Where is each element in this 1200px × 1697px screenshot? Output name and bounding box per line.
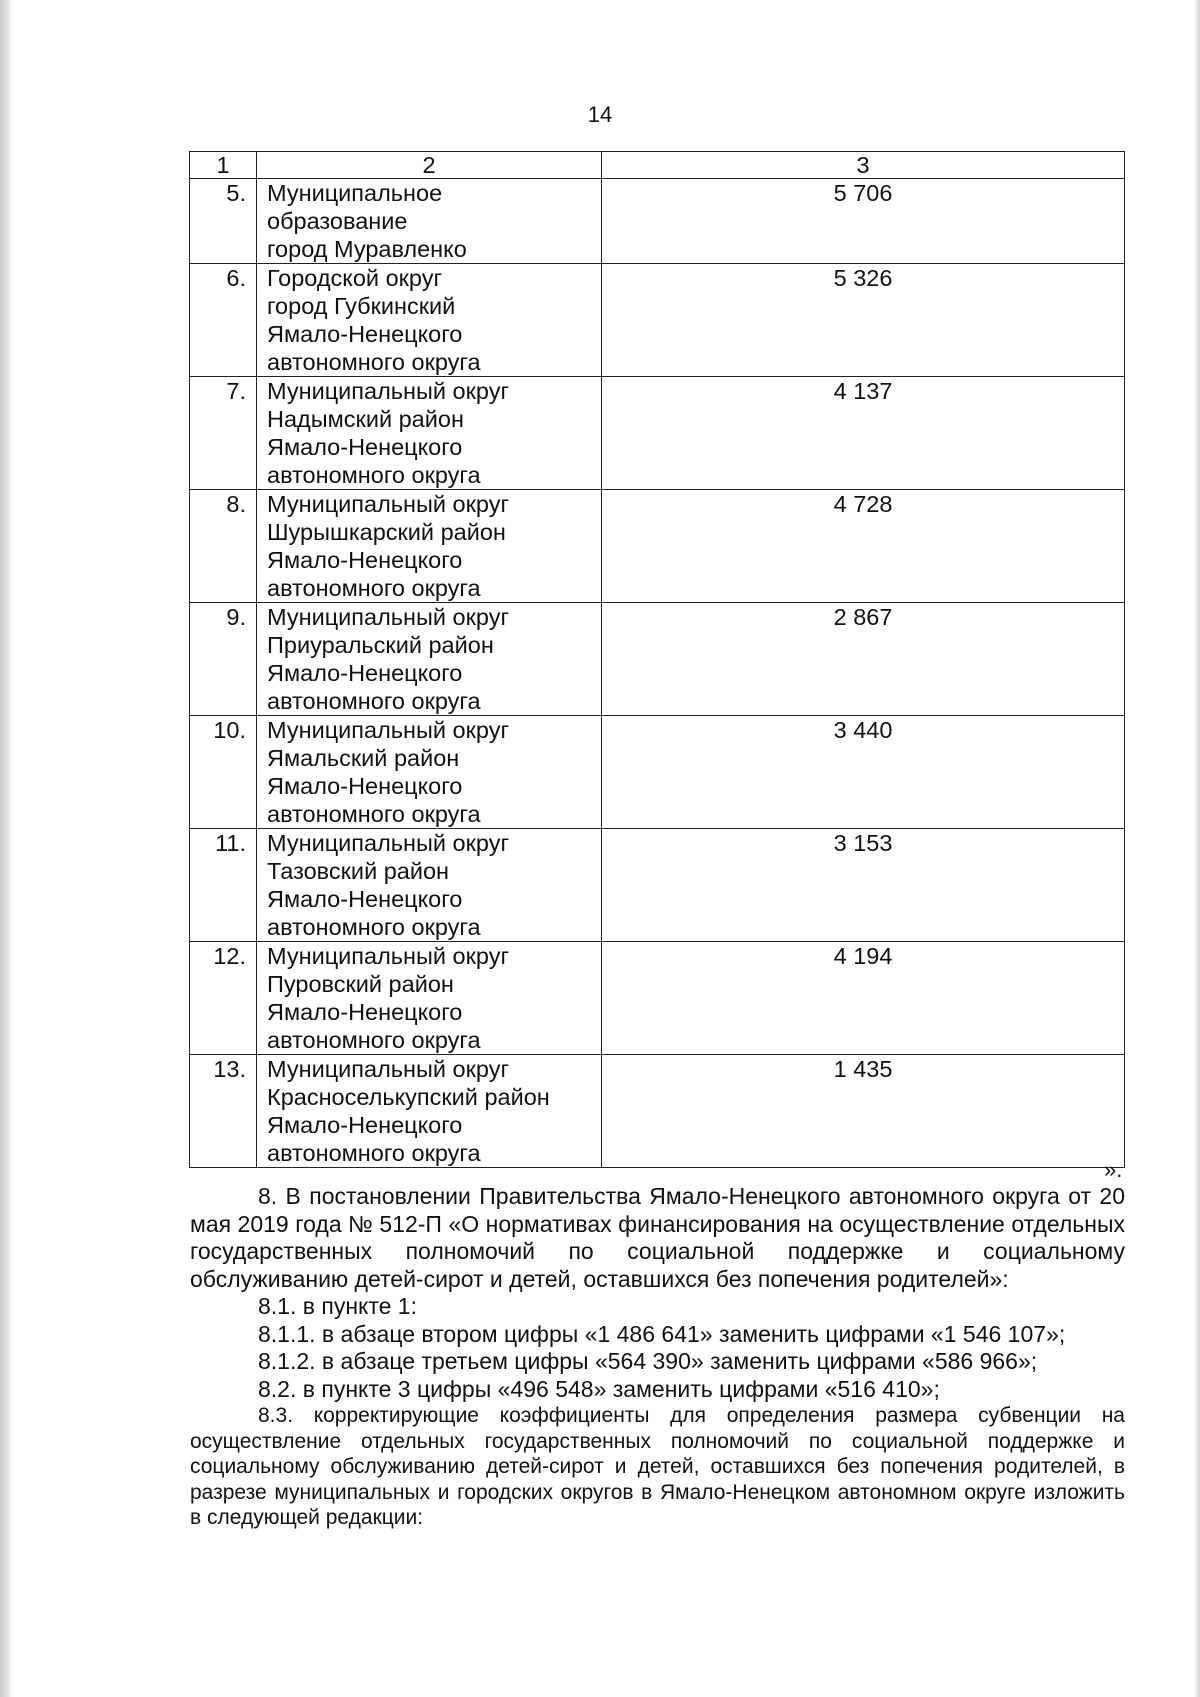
- table-row: [190, 829, 1125, 942]
- table-row: [190, 716, 1125, 829]
- row-number: 10.: [190, 716, 257, 829]
- subvention-table: [189, 151, 1125, 1168]
- header-col-2: 2: [257, 152, 602, 179]
- table-row: [190, 264, 1125, 377]
- scan-edge-left: [0, 0, 12, 1697]
- table-row: [190, 377, 1125, 490]
- municipality-name-line: Надымский район: [267, 406, 464, 432]
- table-row: [190, 490, 1125, 603]
- municipality-name-line: город Губкинский: [267, 293, 456, 319]
- municipality-name-line: Пуровский район: [267, 971, 454, 997]
- municipality-name: [257, 264, 602, 377]
- municipality-name-line: Шурышкарский район: [267, 519, 506, 545]
- row-number: 11.: [190, 829, 257, 942]
- municipality-name-line: Приуральский район: [267, 632, 494, 658]
- municipality-name-line: Ямало-Ненецкого: [267, 886, 463, 912]
- municipality-name-line: автономного округа: [267, 1027, 481, 1053]
- subvention-value: 4 137: [602, 377, 1125, 490]
- subvention-value: 3 440: [602, 716, 1125, 829]
- municipality-name-line: город Муравленко: [267, 236, 467, 262]
- municipality-name-line: Муниципальный округ: [267, 830, 510, 856]
- page-number: 14: [587, 102, 613, 127]
- row-number: 9.: [190, 603, 257, 716]
- row-number: 13.: [190, 1055, 257, 1168]
- row-number: 6.: [190, 264, 257, 377]
- municipality-name: [257, 179, 602, 264]
- subvention-value: 5 326: [602, 264, 1125, 377]
- municipality-name: [257, 716, 602, 829]
- municipality-name: [257, 1055, 602, 1168]
- table-row: [190, 603, 1125, 716]
- municipality-name: [257, 603, 602, 716]
- table-body: [190, 152, 1125, 1168]
- paragraph-8-2: 8.2. в пункте 3 цифры «496 548» заменить цифрами «516 410»;: [258, 1375, 940, 1402]
- paragraph-8-1: 8.1. в пункте 1:: [258, 1293, 417, 1319]
- table-row: [190, 942, 1125, 1055]
- municipality-name-line: Ямало-Ненецкого: [267, 547, 463, 573]
- subvention-value: 4 728: [602, 490, 1125, 603]
- municipality-name-line: автономного округа: [267, 349, 481, 375]
- municipality-name-line: Городской округ: [267, 265, 443, 291]
- municipality-name-line: Тазовский район: [267, 858, 450, 884]
- table-row: [190, 179, 1125, 264]
- municipality-name-line: Муниципальное: [267, 180, 443, 206]
- subvention-value: 4 194: [602, 942, 1125, 1055]
- subvention-value: 1 435: [602, 1055, 1125, 1168]
- closing-quote: ».: [1104, 1157, 1123, 1182]
- municipality-name-line: Муниципальный округ: [267, 604, 510, 630]
- municipality-name-line: автономного округа: [267, 801, 481, 827]
- municipality-name: [257, 942, 602, 1055]
- header-col-1: 1: [190, 152, 257, 179]
- municipality-name-line: Ямало-Ненецкого: [267, 434, 463, 460]
- municipality-name-line: Муниципальный округ: [267, 1056, 510, 1082]
- subvention-value: 2 867: [602, 603, 1125, 716]
- subvention-value: 5 706: [602, 179, 1125, 264]
- paragraph-8-1-2: 8.1.2. в абзаце третьем цифры «564 390» заменить цифрами «586 966»;: [258, 1348, 1038, 1374]
- municipality-name-line: Муниципальный округ: [267, 491, 510, 517]
- municipality-name-line: Муниципальный округ: [267, 717, 510, 743]
- row-number: 8.: [190, 490, 257, 603]
- municipality-name-line: автономного округа: [267, 575, 481, 601]
- municipality-name-line: Красноселькупский район: [267, 1084, 550, 1110]
- paragraph-8: 8. В постановлении Правительства Ямало-Ненецкого автономного округа от 20 мая 2019 года № 512-П «О нормативах финансирования на осуществление отдельных государственных полномочий по социальной поддержке и социальному обслуживанию детей-сирот и детей, оставшихся без попечения родителей»:: [190, 1183, 1125, 1292]
- municipality-name: [257, 829, 602, 942]
- municipality-name-line: Муниципальный округ: [267, 943, 510, 969]
- municipality-name-line: Ямальский район: [267, 745, 460, 771]
- municipality-name: [257, 377, 602, 490]
- municipality-name-line: автономного округа: [267, 462, 481, 488]
- table-header-row: [190, 152, 1125, 179]
- municipality-name-line: автономного округа: [267, 914, 481, 940]
- paragraph-8-1-1: 8.1.1. в абзаце втором цифры «1 486 641» заменить цифрами «1 546 107»;: [258, 1320, 1066, 1347]
- table-row: [190, 1055, 1125, 1168]
- municipality-name: [257, 490, 602, 603]
- municipality-name-line: Ямало-Ненецкого: [267, 1112, 463, 1138]
- municipality-name-line: Ямало-Ненецкого: [267, 321, 463, 347]
- row-number: 7.: [190, 377, 257, 490]
- subvention-value: 3 153: [602, 829, 1125, 942]
- scan-edge-right: [1194, 0, 1200, 1697]
- municipality-name-line: образование: [267, 208, 408, 234]
- municipality-name-line: Ямало-Ненецкого: [267, 773, 463, 799]
- municipality-name-line: автономного округа: [267, 1140, 481, 1166]
- row-number: 5.: [190, 179, 257, 264]
- amendment-text: [190, 1183, 1125, 1531]
- header-col-3: 3: [602, 152, 1125, 179]
- row-number: 12.: [190, 942, 257, 1055]
- municipality-name-line: автономного округа: [267, 688, 481, 714]
- municipality-name-line: Ямало-Ненецкого: [267, 660, 463, 686]
- paragraph-8-3: 8.3. корректирующие коэффициенты для определения размера субвенции на осуществление отдельных государственных полномочий по социальной поддержке и социальному обслуживанию детей-сирот и детей, оставшихся без попечения родителей, в разрезе муниципальных и городских округов в Ямало-Ненецком автономном округе изложить в следующей редакции:: [190, 1404, 1125, 1529]
- municipality-name-line: Ямало-Ненецкого: [267, 999, 463, 1025]
- municipality-name-line: Муниципальный округ: [267, 378, 510, 404]
